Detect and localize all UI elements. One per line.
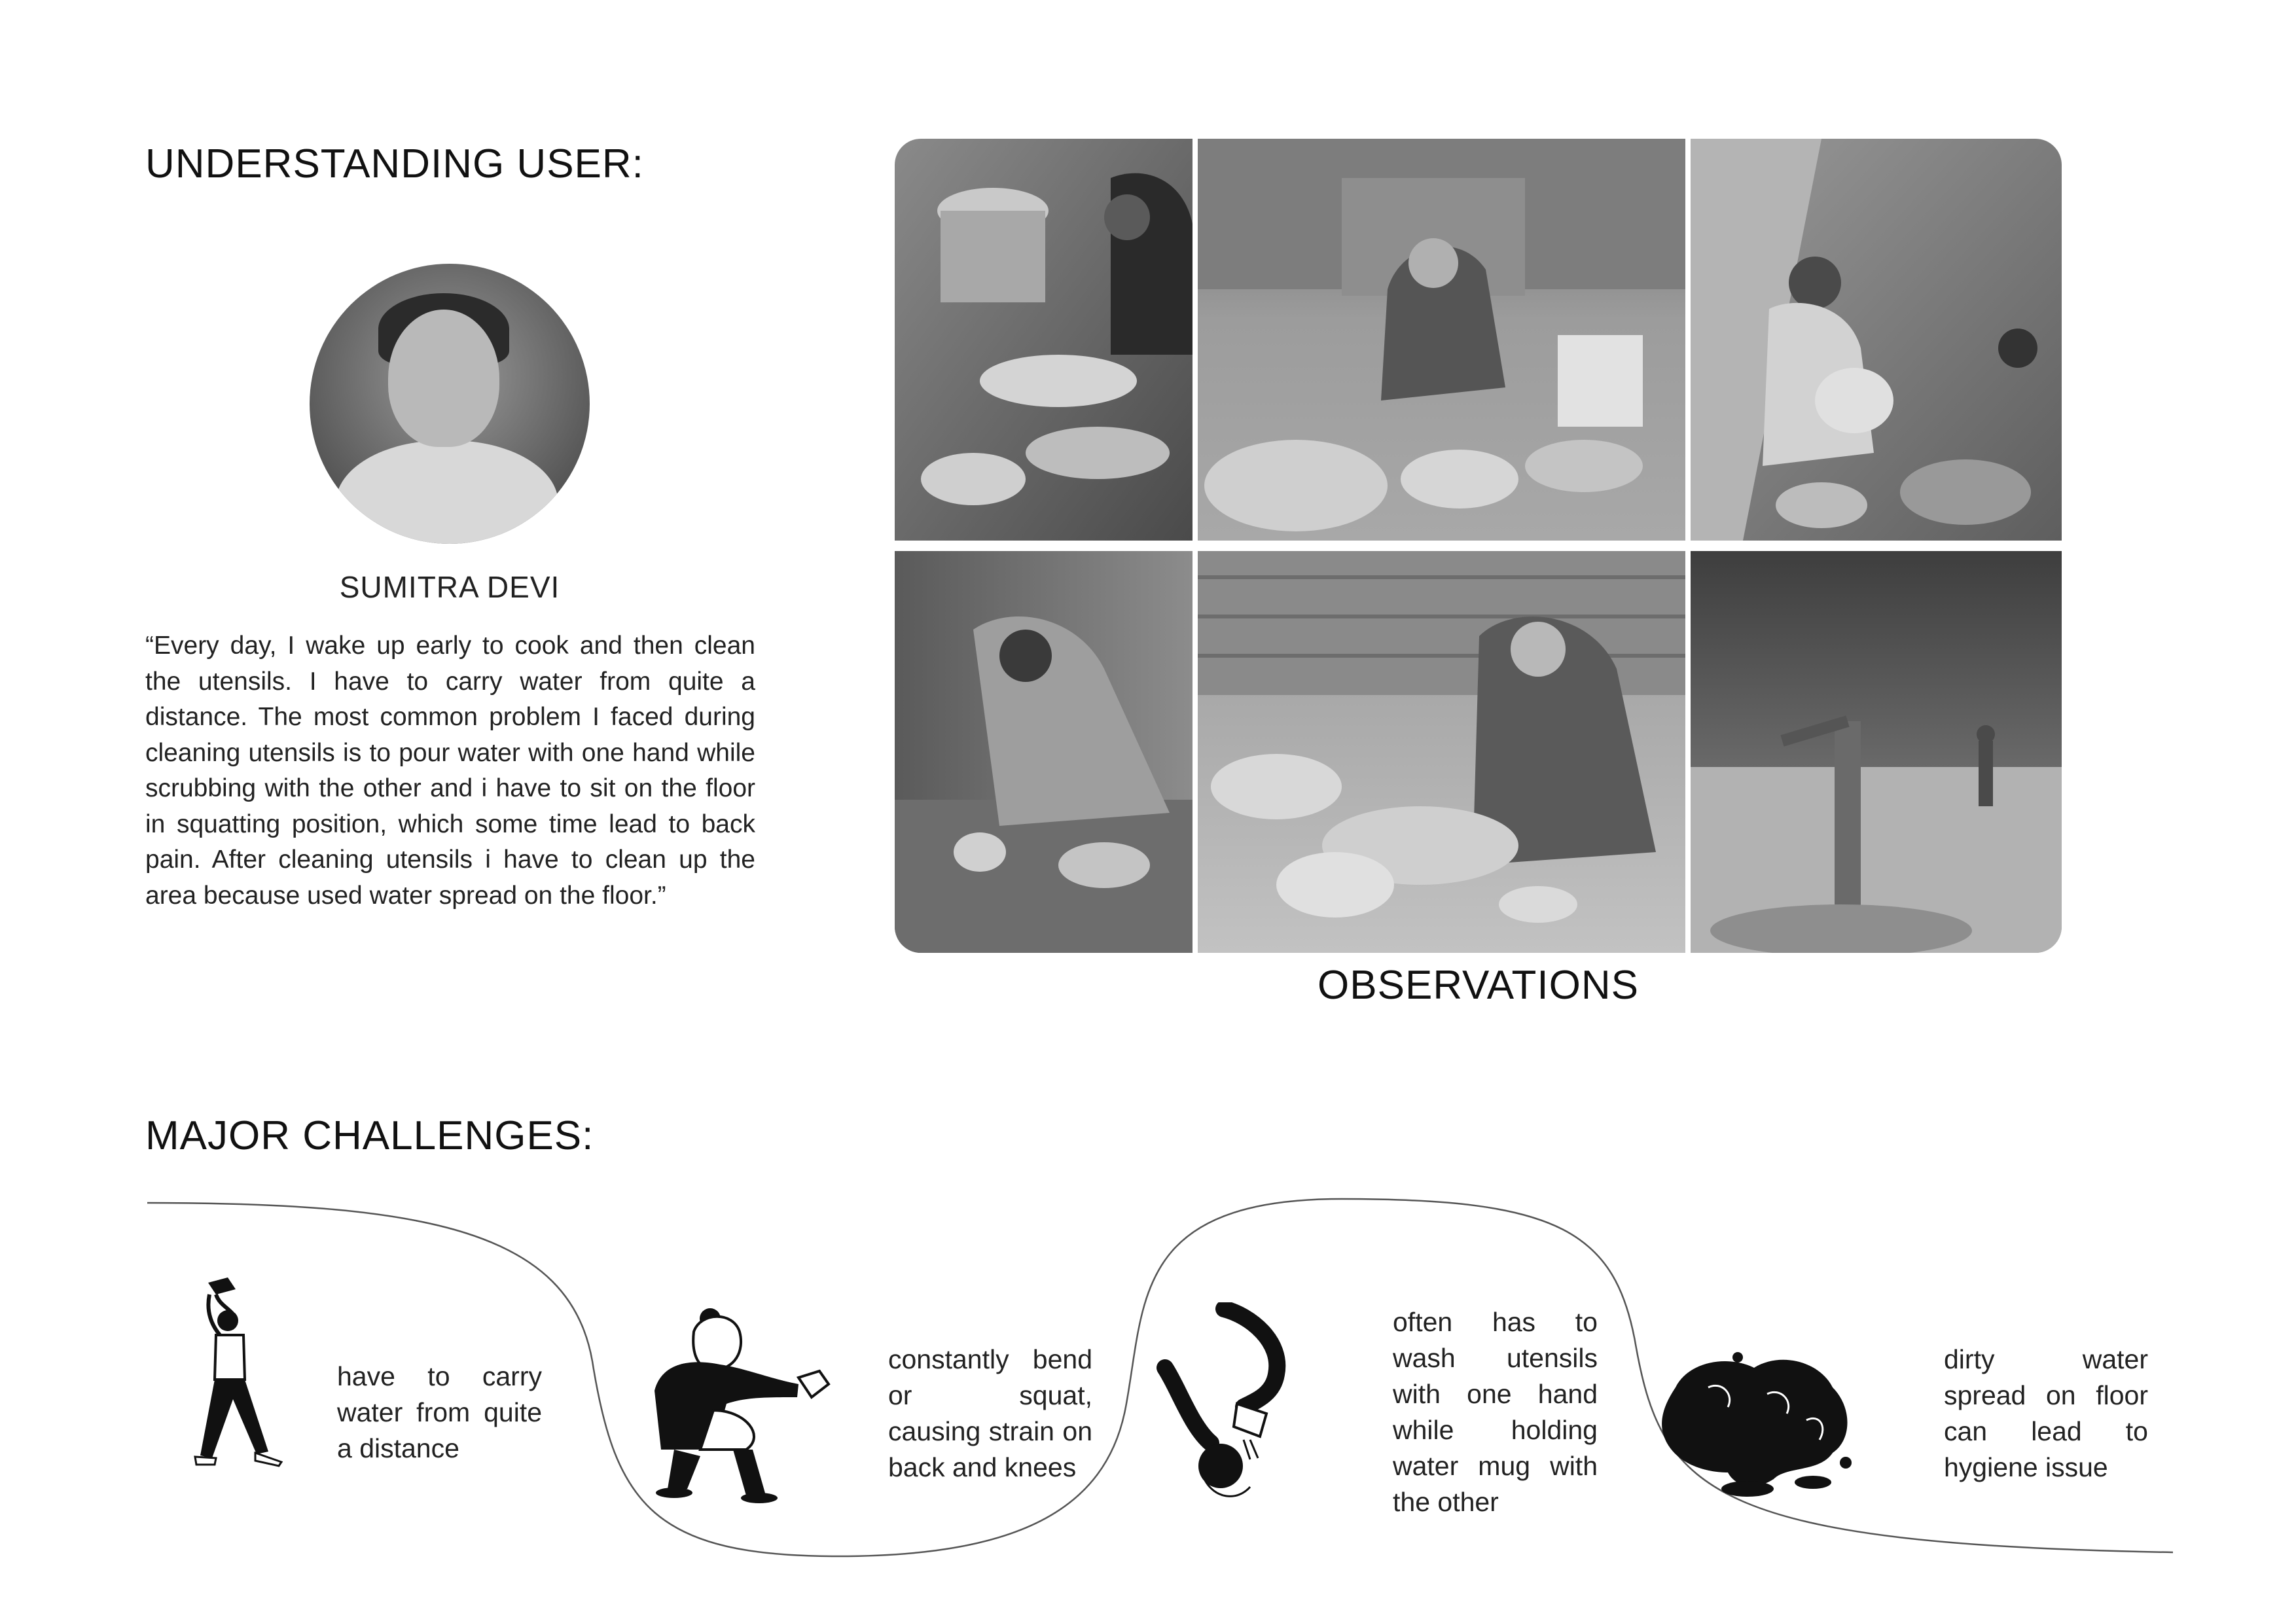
challenge-text-dirty-water: dirty water spread on floor can lead to hygiene issue <box>1944 1344 2148 1482</box>
challenge-text-carry-water: have to carry water from quite a distance <box>337 1361 542 1463</box>
observation-photo-washing-pots <box>895 139 1193 541</box>
challenge-text-squat-strain: constantly bend or squat, causing strain on back and knees <box>888 1344 1092 1482</box>
observation-photo-washing-at-river <box>895 551 1193 953</box>
user-name: SUMITRA DEVI <box>339 570 560 604</box>
major-challenges-heading: MAJOR CHALLENGES: <box>145 1113 594 1158</box>
understanding-user-heading: UNDERSTANDING USER: <box>145 141 644 187</box>
person-carrying-water-icon <box>190 1275 288 1478</box>
observation-photo-smiling-woman <box>1691 139 2062 541</box>
observation-photo-woman-with-pots <box>1198 139 1685 541</box>
water-spill-icon <box>1656 1348 1865 1499</box>
hands-pouring-water-icon <box>1152 1302 1302 1512</box>
user-quote: “Every day, I wake up early to cook and then clean the utensils. I have to carry water from quite a distance. The most common problem I faced during cleaning utensils is to pour water with one hand while scrubbing with the other and i have to sit on the floor in squatting position, which some time lead to back pain. After cleaning utensils i have to clean up the area because used water spread on the floor.” <box>145 632 755 910</box>
user-portrait-photo <box>310 264 590 544</box>
observations-caption: OBSERVATIONS <box>1318 963 1639 1008</box>
observation-photo-hand-pump <box>1691 551 2062 953</box>
person-squatting-icon <box>648 1293 831 1508</box>
observations-photo-grid <box>895 139 2062 953</box>
challenge-text-one-hand-wash: often has to wash utensils with one hand while holding water mug with the other <box>1393 1307 1598 1517</box>
observation-photo-washing-by-wall <box>1198 551 1685 953</box>
